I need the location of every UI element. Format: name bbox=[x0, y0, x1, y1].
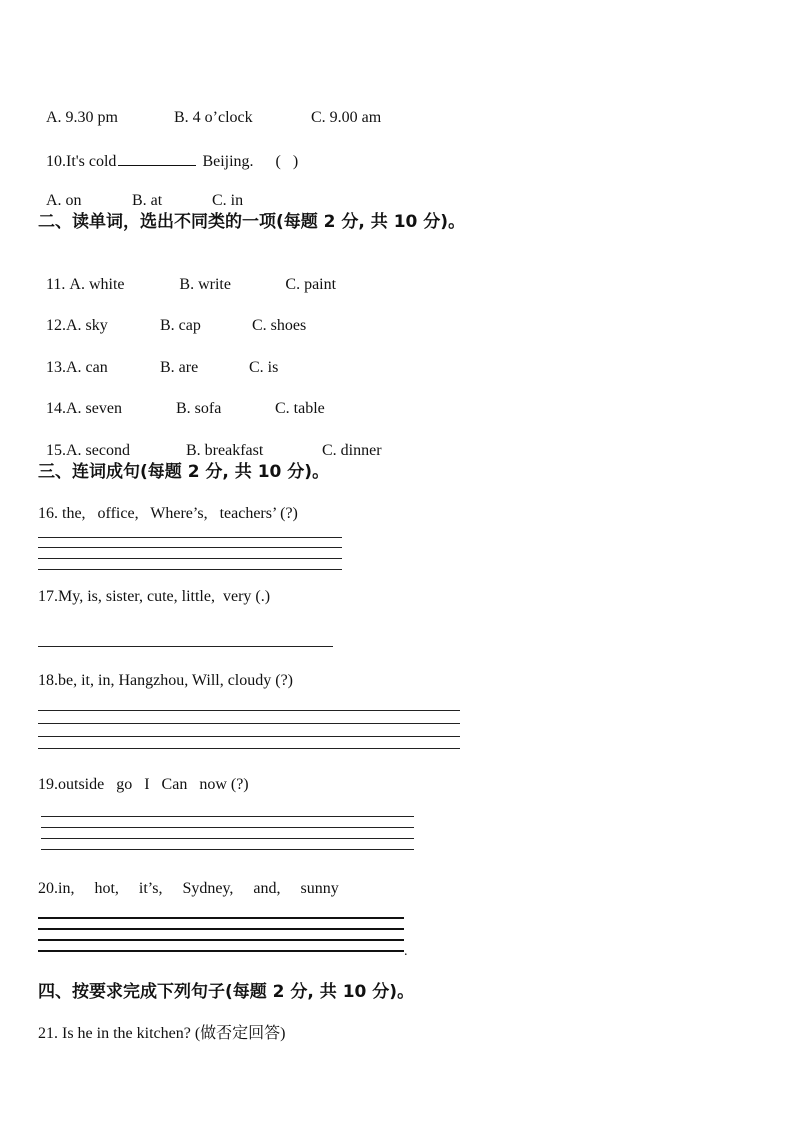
q18-answer-line-2[interactable] bbox=[38, 723, 460, 724]
q16-prompt: 16. the, office, Where’s, teachers’ (?) bbox=[38, 505, 298, 522]
q11-option-b: B. write bbox=[179, 276, 231, 293]
q16-answer-line-3[interactable] bbox=[38, 558, 342, 559]
q9-option-c: C. 9.00 am bbox=[311, 109, 382, 126]
section-2-title: 二、读单词，选出不同类的一项(每题 2 分, 共 10 分)。 bbox=[38, 212, 466, 232]
q11-option-a: A. white bbox=[69, 276, 125, 293]
q12 bbox=[38, 296, 306, 336]
q18-answer-line-4[interactable] bbox=[38, 748, 460, 749]
q19-prompt: 19.outside go I Can now (?) bbox=[38, 776, 249, 793]
q15-number: 15. bbox=[46, 442, 66, 459]
q18-answer-line-3[interactable] bbox=[38, 736, 460, 737]
q11-number: 11. bbox=[46, 276, 70, 293]
q16-answer-line-1[interactable] bbox=[38, 537, 342, 538]
q11-option-c: C. paint bbox=[285, 276, 337, 293]
section-3-title: 三、连词成句(每题 2 分, 共 10 分)。 bbox=[38, 462, 330, 482]
q15-option-a: A. second bbox=[66, 442, 130, 459]
q13 bbox=[38, 338, 278, 378]
q15-option-c: C. dinner bbox=[322, 442, 382, 459]
q16-answer-line-2[interactable] bbox=[38, 547, 342, 548]
q20-period: . bbox=[404, 944, 408, 959]
q13-option-a: A. can bbox=[66, 359, 108, 376]
q13-number: 13. bbox=[46, 359, 66, 376]
q18-answer-line-1[interactable] bbox=[38, 710, 460, 711]
q10-prefix: 10.It's cold bbox=[46, 153, 117, 170]
q14-option-c: C. table bbox=[275, 400, 325, 417]
q13-option-b: B. are bbox=[160, 359, 199, 376]
q9-option-b: B. 4 o’clock bbox=[174, 109, 253, 126]
q20-answer-line-1[interactable] bbox=[38, 917, 404, 919]
q10-option-a: A. on bbox=[46, 192, 82, 209]
q20-answer-line-2[interactable] bbox=[38, 928, 404, 930]
q12-number: 12. bbox=[46, 317, 66, 334]
q19-answer-line-1[interactable] bbox=[41, 816, 414, 817]
q15 bbox=[38, 421, 382, 461]
q16-answer-line-4[interactable] bbox=[38, 569, 342, 570]
q10-suffix: Beijing. bbox=[198, 153, 254, 170]
q21-prompt: 21. Is he in the kitchen? (做否定回答) bbox=[38, 1025, 286, 1042]
q10-options bbox=[38, 171, 243, 211]
q15-option-b: B. breakfast bbox=[186, 442, 264, 459]
q19-answer-line-4[interactable] bbox=[41, 849, 414, 850]
q12-option-a: A. sky bbox=[66, 317, 108, 334]
q13-option-c: C. is bbox=[249, 359, 279, 376]
q20-answer-line-4[interactable] bbox=[38, 950, 404, 952]
q10-option-c: C. in bbox=[212, 192, 244, 209]
q10-question bbox=[38, 130, 298, 172]
q12-option-b: B. cap bbox=[160, 317, 201, 334]
q10-option-b: B. at bbox=[132, 192, 163, 209]
q9-option-a: A. 9.30 pm bbox=[46, 109, 118, 126]
q12-option-c: C. shoes bbox=[252, 317, 307, 334]
q10-answer-blank[interactable] bbox=[118, 150, 196, 166]
q20-prompt: 20.in, hot, it’s, Sydney, and, sunny bbox=[38, 880, 339, 897]
q14-option-a: A. seven bbox=[66, 400, 122, 417]
q14-option-b: B. sofa bbox=[176, 400, 222, 417]
q10-answer-paren[interactable]: ( ) bbox=[275, 153, 299, 170]
q14 bbox=[38, 379, 325, 419]
q17-prompt: 17.My, is, sister, cute, little, very (.) bbox=[38, 588, 271, 605]
q20-answer-line-3[interactable] bbox=[38, 939, 404, 941]
q18-prompt: 18.be, it, in, Hangzhou, Will, cloudy (?) bbox=[38, 672, 294, 689]
q14-number: 14. bbox=[46, 400, 66, 417]
q19-answer-line-3[interactable] bbox=[41, 838, 414, 839]
q19-answer-line-2[interactable] bbox=[41, 827, 414, 828]
q9-options bbox=[38, 88, 381, 128]
q11 bbox=[38, 255, 336, 295]
section-4-title: 四、按要求完成下列句子(每题 2 分, 共 10 分)。 bbox=[38, 982, 415, 1002]
q17-answer-line[interactable] bbox=[38, 646, 333, 647]
